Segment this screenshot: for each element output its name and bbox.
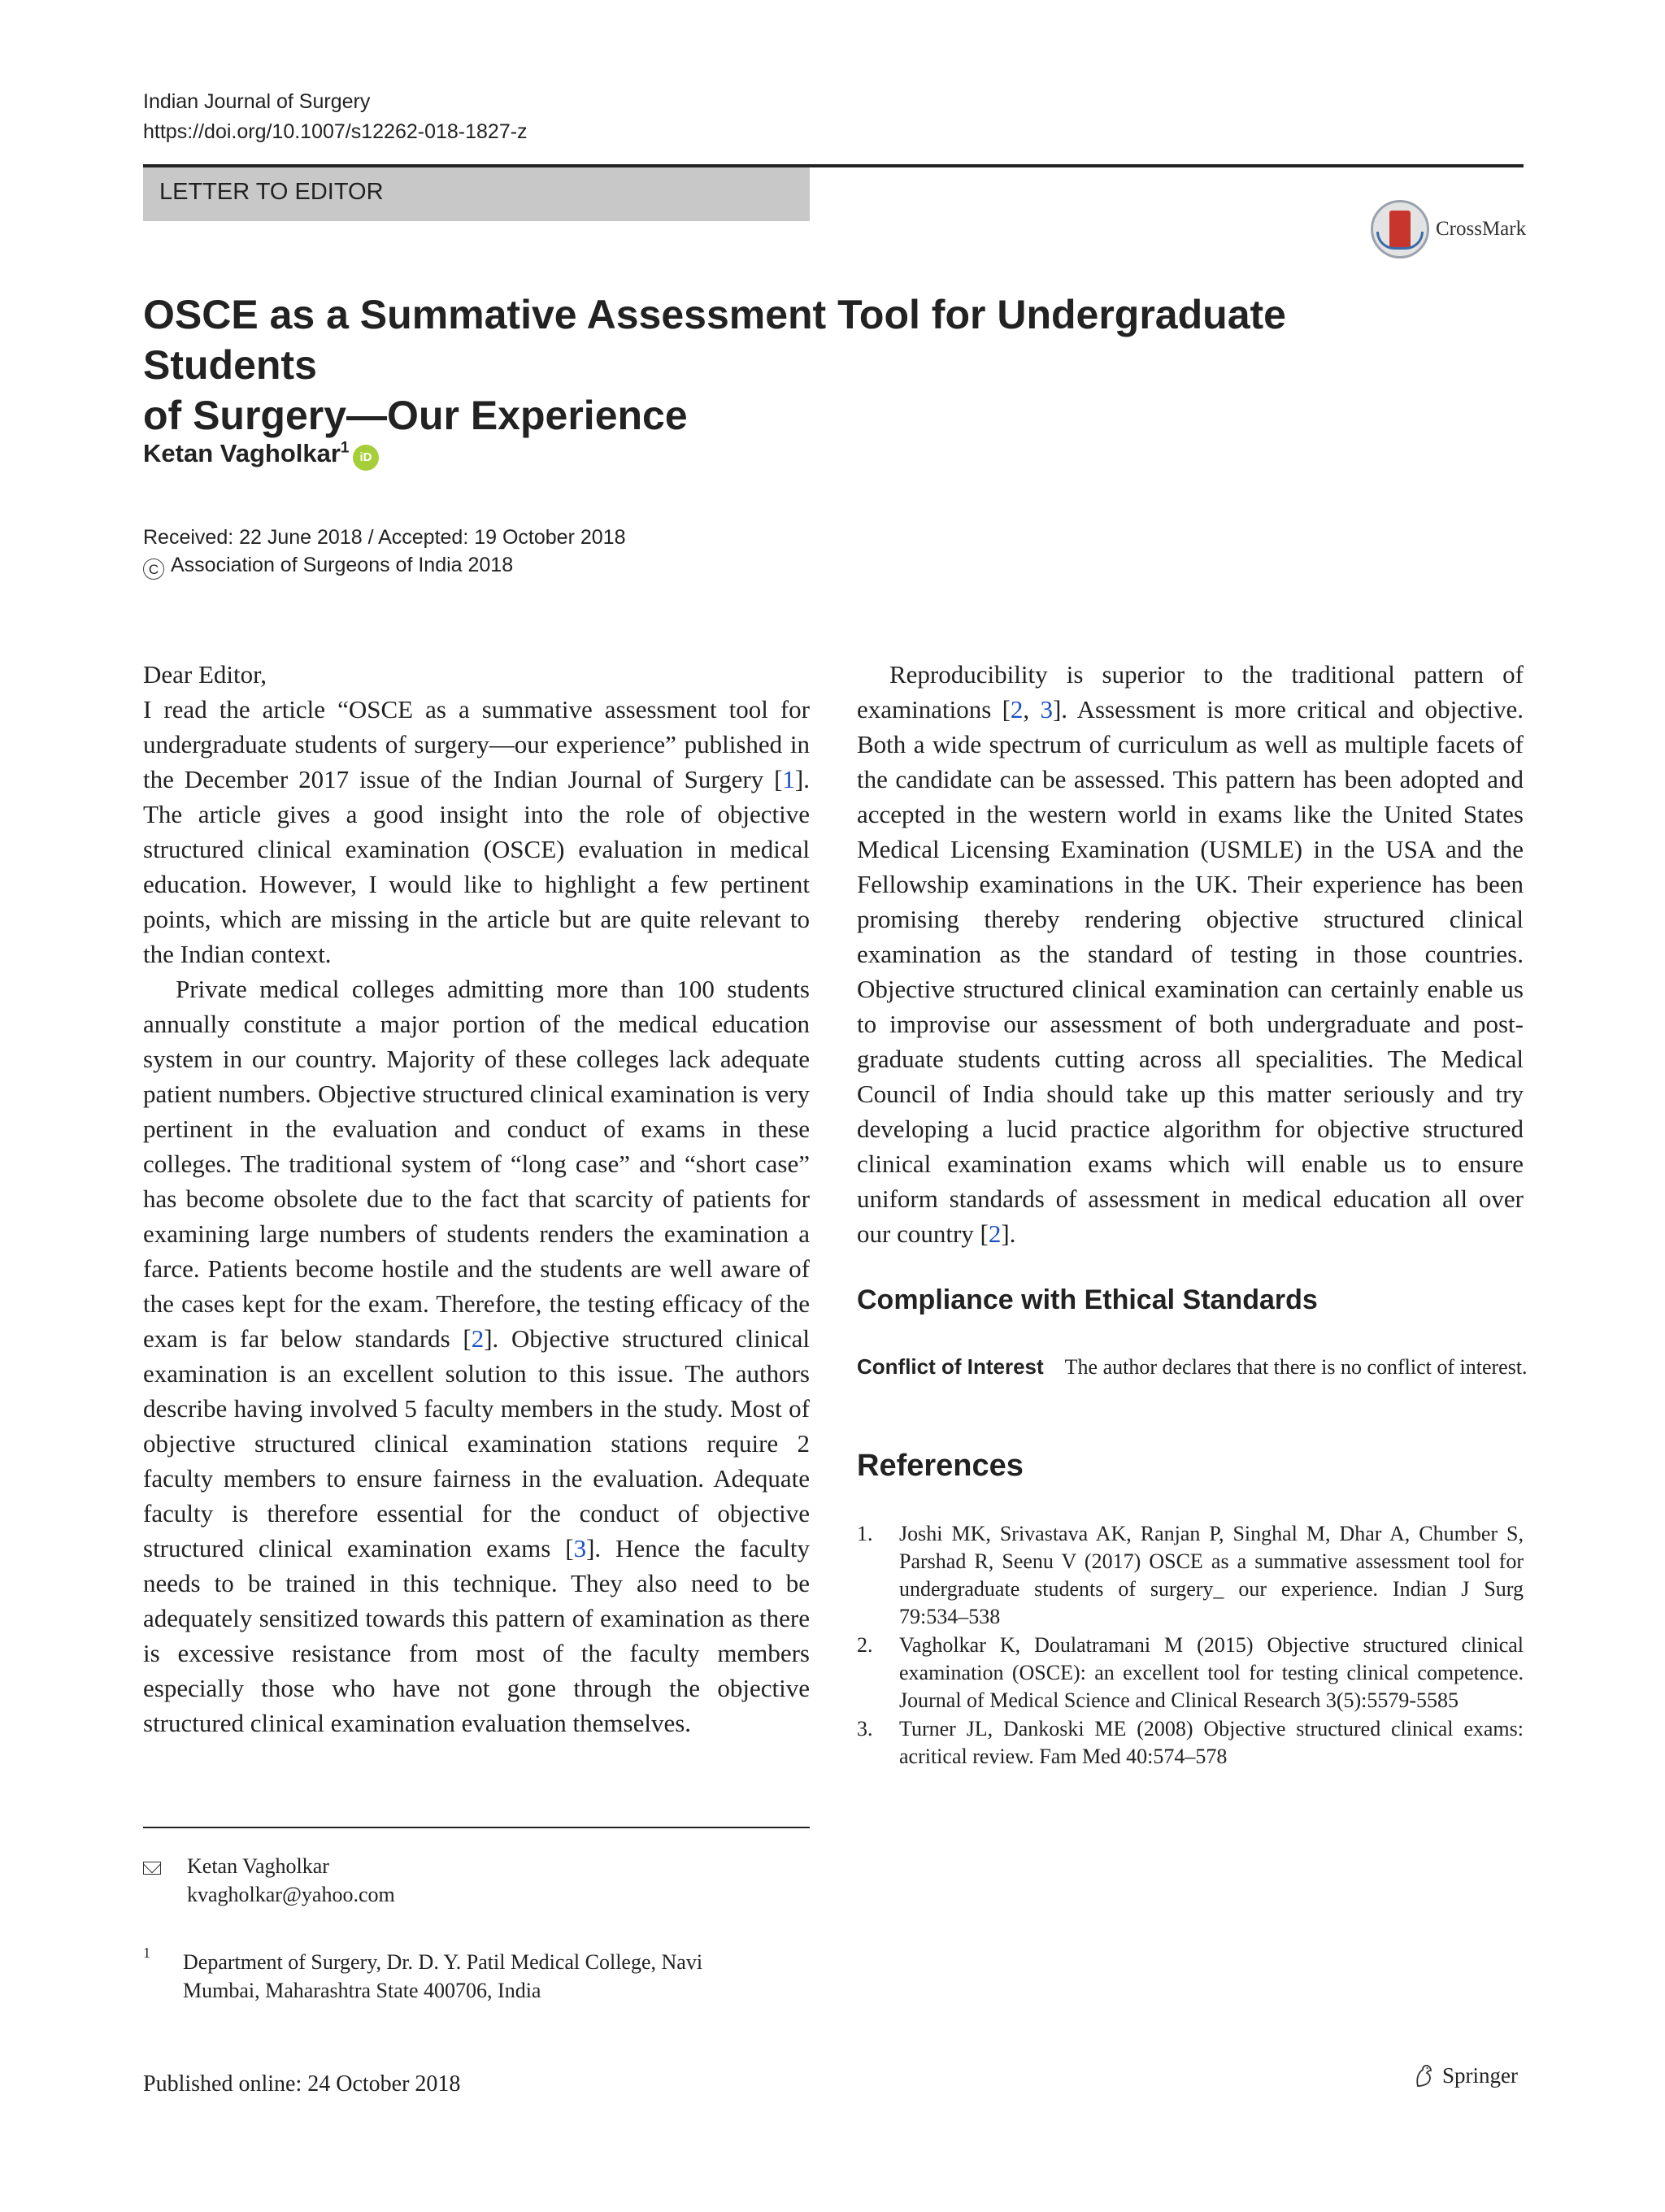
- paragraph-3: [857, 657, 1524, 1251]
- reference-number: 1.: [857, 1522, 873, 1545]
- corresponding-author-name: Ketan Vagholkar: [187, 1854, 329, 1878]
- citation-link[interactable]: 1: [782, 765, 795, 793]
- copyright-line: [143, 554, 513, 580]
- journal-name: Indian Journal of Surgery: [143, 90, 371, 113]
- affiliation-text: Department of Surgery, Dr. D. Y. Patil Medical College, Navi Mumbai, Maharashtra State 400706, India: [183, 1950, 703, 2002]
- copyright-text: Association of Surgeons of India 2018: [171, 554, 514, 576]
- citation-link[interactable]: 2: [471, 1324, 485, 1353]
- reference-item: [857, 1632, 1524, 1714]
- citation-link[interactable]: 2: [1010, 695, 1024, 724]
- compliance-heading: Compliance with Ethical Standards: [857, 1284, 1318, 1315]
- doi-link[interactable]: https://doi.org/10.1007/s12262-018-1827-z: [143, 120, 528, 143]
- coi-label: Conflict of Interest: [857, 1354, 1044, 1379]
- reference-text: Turner JL, Dankoski ME (2008) Objective structured clinical exams: acritical review. Fam Med 40:574–578: [899, 1717, 1524, 1768]
- paragraph-text: ].: [1001, 1219, 1016, 1248]
- citation-link[interactable]: 3: [573, 1534, 587, 1562]
- author-affiliation-marker: 1: [340, 439, 350, 457]
- footnote-rule: [143, 1827, 810, 1828]
- paragraph-text: ]. Objective structured clinical examination is an excellent solution to this issue. The authors describe having involved 5 faculty members in the study. Most of objective structured clinical examination stations require 2 faculty members to ensure fairness in the evaluation. Adequate faculty is therefore essential for the conduct of objective structured clinical examination exams [: [143, 1324, 810, 1562]
- orcid-icon[interactable]: iD: [353, 445, 379, 471]
- paragraph-text: ]. The article gives a good insight into the role of objective structured clinical examination (OSCE) evaluation in medical education. However, I would like to highlight a few pertinent points, which are missing in the article but are quite relevant to the Indian context.: [143, 765, 810, 968]
- crossmark-label: CrossMark: [1436, 218, 1527, 240]
- springer-label: Springer: [1442, 2063, 1518, 2088]
- section-band: [143, 167, 810, 221]
- reference-item: [857, 1520, 1524, 1631]
- author-name[interactable]: [143, 439, 350, 468]
- springer-horse-icon: [1413, 2063, 1436, 2088]
- paragraph-text: ]. Hence the faculty needs to be trained in this technique. They also need to be adequately sensitized towards this pattern of examination as there is excessive resistance from most of the faculty members especially those who have not gone through the objective structured clinical examination evaluation themselves.: [143, 1534, 810, 1737]
- springer-logo: [1413, 2060, 1527, 2092]
- article-title: [143, 289, 1411, 441]
- author-label: Ketan Vagholkar: [143, 439, 341, 467]
- body-left-column: [143, 657, 810, 1740]
- reference-item: [857, 1715, 1524, 1771]
- section-label: LETTER TO EDITOR: [159, 179, 384, 205]
- crossmark-badge[interactable]: [1371, 200, 1582, 262]
- paragraph-text: I read the article “OSCE as a summative assessment tool for undergraduate students of surgery—our experience” published in the December 2017 issue of the Indian Journal of Surgery [: [143, 695, 810, 793]
- corresponding-author-email[interactable]: kvagholkar@yahoo.com: [187, 1883, 395, 1906]
- paragraph-text: Reproducibility is superior to the traditional pattern of examinations [: [857, 660, 1524, 724]
- citation-link[interactable]: 2: [988, 1219, 1002, 1248]
- paragraph-2: [143, 971, 810, 1740]
- citation-link[interactable]: 3: [1040, 695, 1053, 724]
- envelope-icon: [143, 1862, 161, 1875]
- title-line-2: of Surgery—Our Experience: [143, 393, 688, 438]
- references-heading: References: [857, 1449, 1024, 1483]
- article-dates: Received: 22 June 2018 / Accepted: 19 October 2018: [143, 526, 626, 549]
- title-line-1: OSCE as a Summative Assessment Tool for Undergraduate Students: [143, 292, 1286, 388]
- reference-number: 2.: [857, 1633, 873, 1657]
- conflict-of-interest: [857, 1354, 1528, 1380]
- paragraph-text: Private medical colleges admitting more than 100 students annually constitute a major portion of the medical education system in our country. Majority of these colleges lack adequate patient numbers. Objective structured clinical examination is very pertinent in the evaluation and conduct of exams in these colleges. The traditional system of “long case” and “short case” has become obsolete due to the fact that scarcity of patients for examining large numbers of students renders the examination a farce. Patients become hostile and the students are well aware of the cases kept for the exam. Therefore, the testing efficacy of the exam is far below standards [: [143, 975, 810, 1353]
- crossmark-icon: [1371, 200, 1429, 259]
- body-right-column: [857, 657, 1524, 1251]
- paragraph-text: ]. Assessment is more critical and objective. Both a wide spectrum of curriculum as well as multiple facets of the candidate can be assessed. This pattern has been adopted and accepted in the western world in exams like the United States Medical Licensing Examination (USMLE) in the USA and the Fellowship examinations in the UK. Their experience has been promising thereby rendering objective structured clinical examination as the standard of testing in those countries. Objective structured clinical examination can certainly enable us to improvise our assessment of both undergraduate and post-graduate students cutting across all specialities. The Medical Council of India should take up this matter seriously and try developing a lucid practice algorithm for objective structured clinical examination exams which will enable us to ensure uniform standards of assessment in medical education all over our country [: [857, 695, 1524, 1248]
- published-date: Published online: 24 October 2018: [143, 2071, 461, 2097]
- salutation: Dear Editor,: [143, 660, 267, 689]
- affiliation-number: 1: [143, 1945, 150, 1961]
- reference-list: [857, 1520, 1524, 1771]
- reference-text: Vagholkar K, Doulatramani M (2015) Objective structured clinical examination (OSCE): an excellent tool for testing clinical competence. Journal of Medical Science and Clinical Research 3(5):5579-5585: [899, 1633, 1524, 1712]
- copyright-icon: C: [143, 558, 164, 580]
- coi-text: The author declares that there is no conflict of interest.: [1064, 1355, 1528, 1379]
- reference-number: 3.: [857, 1717, 873, 1740]
- reference-text: Joshi MK, Srivastava AK, Ranjan P, Singhal M, Dhar A, Chumber S, Parshad R, Seenu V (2017) OSCE as a summative assessment tool for undergraduate students of surgery_ our experience. Indian J Surg 79:534–538: [899, 1522, 1524, 1628]
- citation-separator: ,: [1023, 695, 1041, 724]
- paragraph-1: [143, 692, 810, 971]
